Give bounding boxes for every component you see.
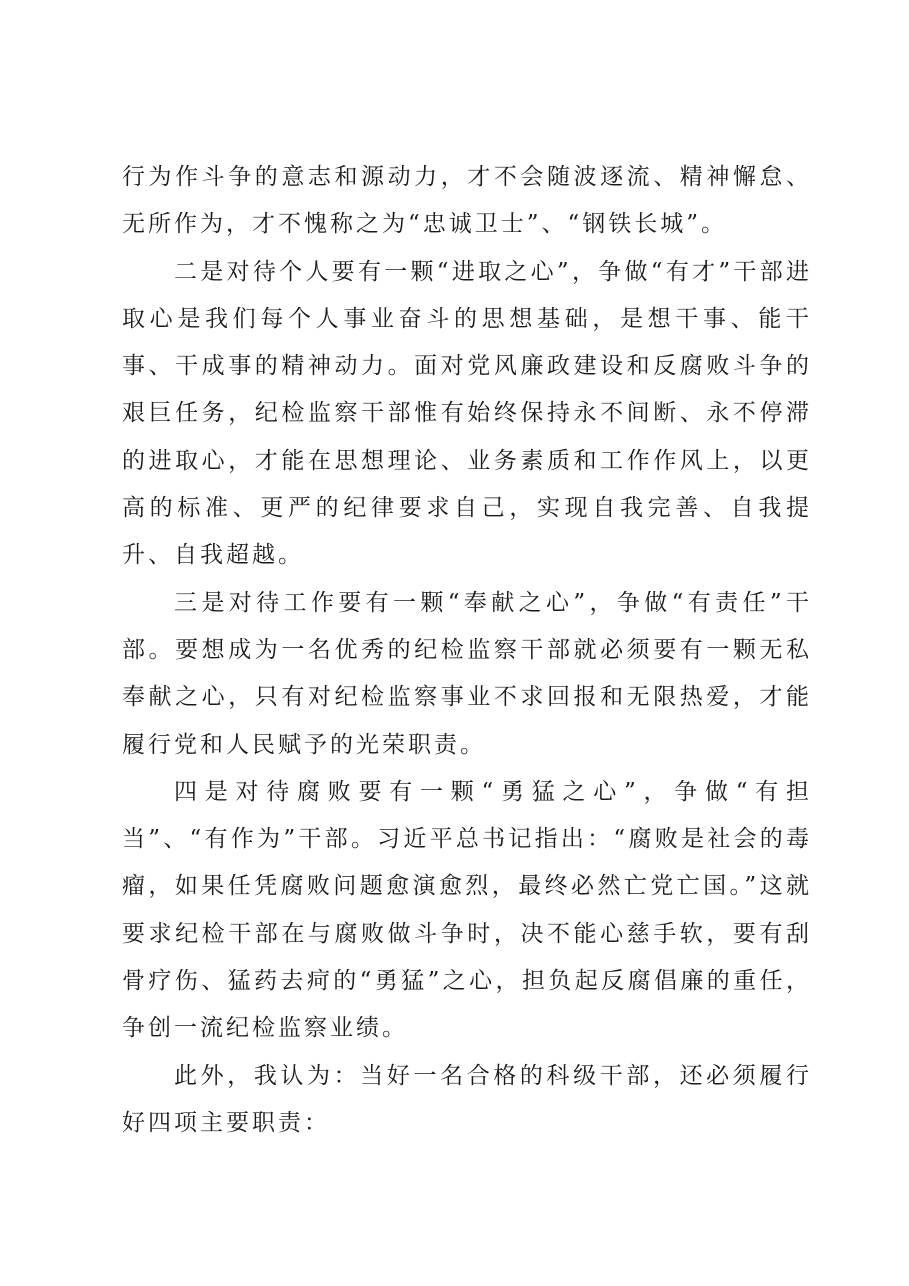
paragraph-second-point: 二是对待个人要有一颗“进取之心”，争做“有才”干部进取心是我们每个人事业奋斗的思想基础，是想干事、能干事、干成事的精神动力。面对党风廉政建设和反腐败斗争的艰巨任务，纪检监察干部惟有始终保持永不间断、永不停滞的进取心，才能在思想理论、业务素质和工作作风上，以更高的标准、更严的纪律要求自己，实现自我完善、自我提升、自我超越。 xyxy=(122,258,812,569)
document-page xyxy=(122,154,812,1147)
paragraph-third-point: 三是对待工作要有一颗“奉献之心”，争做“有责任”干部。要想成为一名优秀的纪检监察干部就必须要有一颗无私奉献之心，只有对纪检监察事业不求回报和无限热爱，才能履行党和人民赋予的光荣职责。 xyxy=(122,589,812,758)
paragraph-additional: 此外，我认为：当好一名合格的科级干部，还必须履行好四项主要职责： xyxy=(122,1062,812,1136)
paragraph-continued: 行为作斗争的意志和源动力，才不会随波逐流、精神懈怠、无所作为，才不愧称之为“忠诚卫士”、“钢铁长城”。 xyxy=(122,164,812,238)
paragraph-fourth-point: 四是对待腐败要有一颗“勇猛之心”，争做“有担当”、“有作为”干部。习近平总书记指出：“腐败是社会的毒瘤，如果任凭腐败问题愈演愈烈，最终必然亡党亡国。”这就要求纪检干部在与腐败做斗争时，决不能心慈手软，要有刮骨疗伤、猛药去疴的“勇猛”之心，担负起反腐倡廉的重任，争创一流纪检监察业绩。 xyxy=(122,778,812,1042)
